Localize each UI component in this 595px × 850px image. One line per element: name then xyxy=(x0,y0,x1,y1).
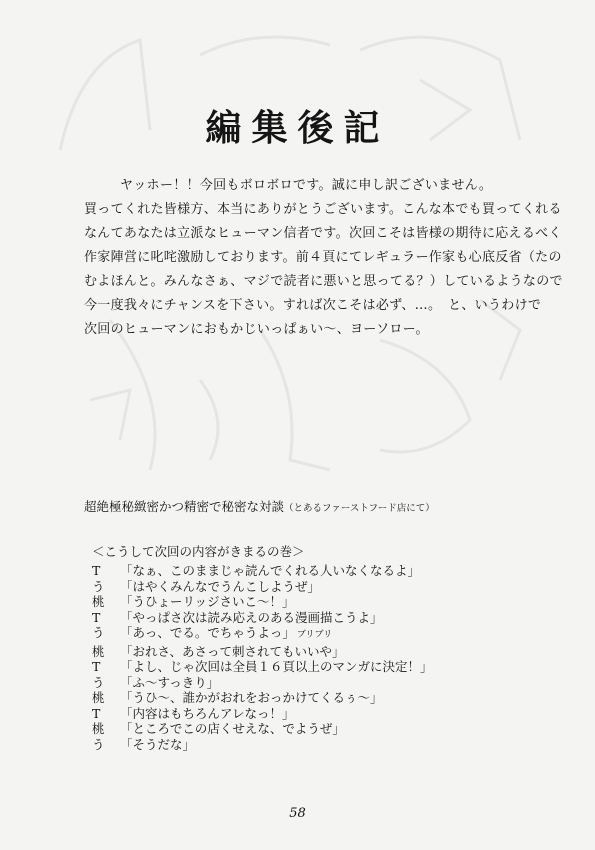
dialogue-list xyxy=(92,563,433,752)
dialogue-row xyxy=(92,579,433,595)
dialogue-line: 「内容はもちろんアレなっ！」 xyxy=(120,705,295,721)
intro-line: なんてあなたは立派なヒューマン信者です。次回こそは皆様の期待に応えるべく xyxy=(84,226,562,241)
speaker-label: う xyxy=(92,578,105,594)
intro-line: むよほんと。みんなさぁ、マジで読者に悪いと思ってる？）しているようなので xyxy=(84,274,563,289)
dialogue-subtitle: ＜こうして次回の内容がきまるの巻＞ xyxy=(92,544,305,559)
dialogue-row xyxy=(92,690,433,706)
intro-line: 次回のヒューマンにおもかじいっぱぁい〜、ヨーソロー。 xyxy=(84,322,429,337)
dialogue-line: 「ところでこの店くせえな、でようぜ」 xyxy=(120,721,345,736)
dialogue-row xyxy=(92,675,433,691)
dialogue-line: 「ふ〜すっきり」 xyxy=(120,674,220,690)
dialogue-row xyxy=(92,706,433,722)
speaker-label: う xyxy=(92,674,105,690)
speaker-label: 桃 xyxy=(92,690,105,705)
dialogue-row xyxy=(92,563,433,579)
intro-line: 買ってくれた皆様方、本当にありがとうございます。こんな本でも買ってくれる xyxy=(84,202,562,217)
dialogue-row xyxy=(92,737,433,753)
intro-line: 作家陣営に叱咤激励しております。前４頁にてレギュラー作家も心底反省（たの xyxy=(84,250,562,265)
dialogue-row xyxy=(92,659,433,675)
speaker-label: T xyxy=(92,705,101,721)
dialogue-row xyxy=(92,625,433,644)
speaker-label: 桃 xyxy=(92,643,105,659)
intro-line: ヤッホー！！今回もボロボロです。誠に申し訳ございません。 xyxy=(120,178,493,193)
speaker-label: T xyxy=(92,609,101,625)
dialogue-row xyxy=(92,610,433,626)
dialogue-row xyxy=(92,594,433,610)
section-heading-note: （とあるファーストフード店にて） xyxy=(284,503,435,514)
dialogue-row xyxy=(92,644,433,660)
speaker-label: T xyxy=(92,563,101,578)
dialogue-line: 「はやくみんなでうんこしようぜ」 xyxy=(120,578,321,594)
speaker-label: 桃 xyxy=(92,594,105,609)
speaker-label: T xyxy=(92,659,101,674)
dialogue-line: 「おれさ、あさって刺されてもいいや」 xyxy=(120,643,345,659)
dialogue-line: 「やっぱさ次は読み応えのある漫画描こうよ」 xyxy=(120,609,383,625)
page-number: 58 xyxy=(289,806,306,821)
speaker-label: 桃 xyxy=(92,721,105,736)
page-title: 編集後記 xyxy=(205,108,390,149)
sound-effect-aside: ブリブリ xyxy=(296,630,333,640)
dialogue-line xyxy=(120,625,332,644)
intro-line: 今一度我々にチャンスを下さい。すれば次こそは必ず、…。 と、いうわけで xyxy=(84,298,542,313)
intro-paragraph xyxy=(84,174,563,342)
dialogue-line: 「うひょーリッジさいこ〜！」 xyxy=(120,594,295,609)
dialogue-line: 「よし、じゃ次回は全員１６頁以上のマンガに決定！」 xyxy=(120,659,433,674)
dialogue-row xyxy=(92,721,433,737)
section-heading-text: 超絶極秘緻密かつ精密で秘密な対談 xyxy=(84,499,285,514)
speaker-label: う xyxy=(92,625,105,640)
speaker-label: う xyxy=(92,736,105,752)
dialogue-line: 「そうだな」 xyxy=(120,736,196,752)
dialogue-line: 「なぁ、このままじゃ読んでくれる人いなくなるよ」 xyxy=(120,563,421,578)
dialogue-line-text: 「あっ、でる。でちゃうよっ」 xyxy=(120,625,295,640)
section-heading xyxy=(84,497,435,515)
dialogue-line: 「うひ〜、誰かがおれをおっかけてくるぅ〜」 xyxy=(120,690,383,705)
